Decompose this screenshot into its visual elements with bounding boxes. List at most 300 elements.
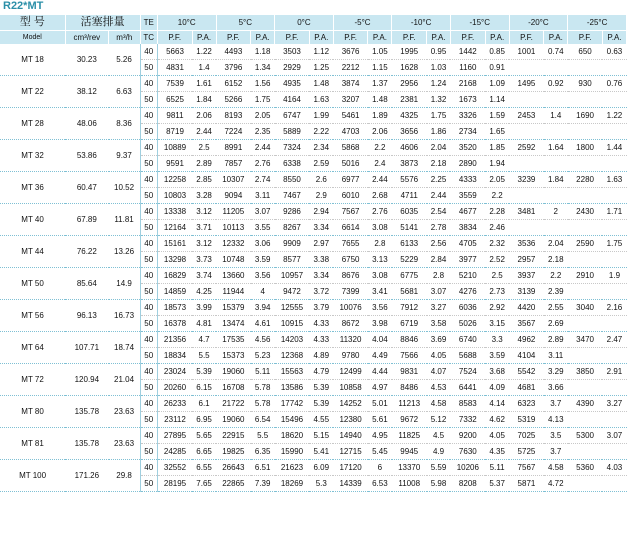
power-input-cell: 3.5: [544, 428, 568, 444]
power-input-cell: 3.28: [192, 188, 216, 204]
cooling-capacity-cell: 26643: [216, 460, 251, 476]
model-cell: MT 64: [0, 332, 65, 364]
power-input-cell: 5.5: [192, 348, 216, 364]
cooling-capacity-cell: 7567: [333, 204, 368, 220]
displacement-hour-cell: 13.26: [109, 236, 140, 268]
cooling-capacity-cell: 3834: [450, 220, 485, 236]
cooling-capacity-cell: 13474: [216, 316, 251, 332]
power-input-cell: 6: [368, 460, 392, 476]
cooling-capacity-cell: 2381: [392, 92, 427, 108]
displacement-rev-cell: 30.23: [65, 44, 108, 76]
cooling-capacity-cell: 2734: [450, 124, 485, 140]
cooling-capacity-cell: 9472: [275, 284, 310, 300]
cooling-capacity-cell: 14252: [333, 396, 368, 412]
cooling-capacity-cell: 8676: [333, 268, 368, 284]
cooling-capacity-cell: 6338: [275, 156, 310, 172]
power-input-cell: 2.89: [192, 156, 216, 172]
power-input-cell: 2.92: [485, 300, 509, 316]
table-row: [0, 44, 627, 60]
table-row: [0, 364, 627, 380]
cooling-capacity-cell: 15990: [275, 444, 310, 460]
power-input-cell: 4.97: [368, 380, 392, 396]
cooling-capacity-cell: 4164: [275, 92, 310, 108]
power-input-cell: 1.65: [485, 124, 509, 140]
cooling-capacity-cell: 6614: [333, 220, 368, 236]
cooling-capacity-cell: 9831: [392, 364, 427, 380]
table-row: [0, 332, 627, 348]
cooling-capacity-cell: 18269: [275, 476, 310, 492]
cooling-capacity-cell: 15496: [275, 412, 310, 428]
power-input-cell: 4.25: [192, 284, 216, 300]
power-input-cell: 2.44: [251, 140, 275, 156]
pf-header: P.F.: [333, 31, 368, 45]
power-input-cell: 2.59: [309, 156, 333, 172]
model-cell: MT 81: [0, 428, 65, 460]
power-input-cell: 2.44: [427, 188, 451, 204]
cooling-capacity-cell: 6750: [333, 252, 368, 268]
cooling-capacity-cell: 650: [568, 44, 603, 60]
power-input-cell: 3.38: [309, 252, 333, 268]
evaporating-temperature-header: -5°C: [333, 15, 392, 31]
displacement-hour-cell: 29.8: [109, 460, 140, 492]
power-input-cell: [602, 252, 626, 268]
cooling-capacity-cell: 15373: [216, 348, 251, 364]
power-input-cell: 1.4: [544, 108, 568, 124]
power-input-cell: 0.76: [602, 76, 626, 92]
power-input-cell: [544, 60, 568, 76]
pf-header: P.F.: [216, 31, 251, 45]
power-input-cell: 4.05: [427, 348, 451, 364]
power-input-cell: [602, 60, 626, 76]
cooling-capacity-cell: 4420: [509, 300, 544, 316]
cooling-capacity-cell: 22915: [216, 428, 251, 444]
power-input-cell: 3.59: [251, 252, 275, 268]
cooling-capacity-cell: 3326: [450, 108, 485, 124]
condensing-temperature-cell: 50: [140, 284, 157, 300]
cooling-capacity-cell: 3874: [333, 76, 368, 92]
power-input-cell: 5.41: [309, 444, 333, 460]
power-input-cell: 1.9: [602, 268, 626, 284]
power-input-cell: 2.47: [602, 332, 626, 348]
power-input-cell: 4.33: [309, 316, 333, 332]
power-input-cell: 4.35: [485, 444, 509, 460]
cooling-capacity-cell: 10915: [275, 316, 310, 332]
power-input-cell: 5.39: [309, 396, 333, 412]
power-input-cell: 1.09: [485, 76, 509, 92]
model-cell: MT 50: [0, 268, 65, 300]
pa-header: P.A.: [485, 31, 509, 45]
power-input-cell: 2.05: [485, 172, 509, 188]
power-input-cell: 4.49: [368, 348, 392, 364]
power-input-cell: 2.25: [427, 172, 451, 188]
power-input-cell: 2.78: [427, 220, 451, 236]
unit-rev-header: cm³/rev: [65, 31, 108, 45]
power-input-cell: 1.32: [427, 92, 451, 108]
power-input-cell: 2.2: [544, 268, 568, 284]
cooling-capacity-cell: 7630: [450, 444, 485, 460]
power-input-cell: 0.85: [485, 44, 509, 60]
model-cell: MT 100: [0, 460, 65, 492]
cooling-capacity-cell: 9286: [275, 204, 310, 220]
power-input-cell: 1.48: [309, 76, 333, 92]
power-input-cell: 1.85: [485, 140, 509, 156]
model-cell: MT 56: [0, 300, 65, 332]
cooling-capacity-cell: 6010: [333, 188, 368, 204]
power-input-cell: 5.45: [368, 444, 392, 460]
cooling-capacity-cell: 2280: [568, 172, 603, 188]
cooling-capacity-cell: 2212: [333, 60, 368, 76]
power-input-cell: [544, 156, 568, 172]
cooling-capacity-cell: 2890: [450, 156, 485, 172]
cooling-capacity-cell: 5016: [333, 156, 368, 172]
condensing-temperature-cell: 40: [140, 140, 157, 156]
power-input-cell: 1.24: [427, 76, 451, 92]
cooling-capacity-cell: 2453: [509, 108, 544, 124]
page-title: R22*MT: [3, 0, 44, 12]
cooling-capacity-cell: 3139: [509, 284, 544, 300]
power-input-cell: 4.72: [544, 476, 568, 492]
cooling-capacity-cell: 10076: [333, 300, 368, 316]
power-input-cell: 2.8: [368, 236, 392, 252]
power-input-cell: 4.03: [602, 460, 626, 476]
power-input-cell: 2.5: [485, 268, 509, 284]
power-input-cell: 2.76: [368, 204, 392, 220]
model-cell: MT 32: [0, 140, 65, 172]
power-input-cell: 4.53: [427, 380, 451, 396]
cooling-capacity-cell: 12258: [157, 172, 192, 188]
pa-header: P.A.: [368, 31, 392, 45]
power-input-cell: 2.2: [368, 140, 392, 156]
cooling-capacity-cell: 3850: [568, 364, 603, 380]
power-input-cell: 0.74: [544, 44, 568, 60]
cooling-capacity-cell: 9200: [450, 428, 485, 444]
pf-header: P.F.: [568, 31, 603, 45]
power-input-cell: 2.69: [544, 316, 568, 332]
cooling-capacity-cell: [568, 188, 603, 204]
power-input-cell: 2.6: [309, 172, 333, 188]
displacement-rev-cell: 67.89: [65, 204, 108, 236]
displacement-rev-cell: 96.13: [65, 300, 108, 332]
cooling-capacity-cell: 13586: [275, 380, 310, 396]
cooling-capacity-cell: 10889: [157, 140, 192, 156]
cooling-capacity-cell: 7324: [275, 140, 310, 156]
cooling-capacity-cell: 21356: [157, 332, 192, 348]
cooling-capacity-cell: [568, 412, 603, 428]
power-input-cell: 2.2: [485, 188, 509, 204]
power-input-cell: 0.91: [485, 60, 509, 76]
power-input-cell: 1.14: [485, 92, 509, 108]
cooling-capacity-cell: 1995: [392, 44, 427, 60]
cooling-capacity-cell: 3040: [568, 300, 603, 316]
cooling-capacity-cell: 5319: [509, 412, 544, 428]
condensing-temperature-cell: 50: [140, 476, 157, 492]
power-input-cell: 3.13: [368, 252, 392, 268]
power-input-cell: 2.44: [368, 172, 392, 188]
displacement-hour-cell: 10.52: [109, 172, 140, 204]
power-input-cell: 2.84: [427, 252, 451, 268]
cooling-capacity-cell: 5681: [392, 284, 427, 300]
power-input-cell: 5.5: [251, 428, 275, 444]
power-input-cell: 1.84: [544, 172, 568, 188]
table-row: [0, 300, 627, 316]
displacement-rev-cell: 53.86: [65, 140, 108, 172]
cooling-capacity-cell: 6133: [392, 236, 427, 252]
power-input-cell: 4.33: [309, 332, 333, 348]
pf-header: P.F.: [509, 31, 544, 45]
cooling-capacity-cell: 1001: [509, 44, 544, 60]
cooling-capacity-cell: 14940: [333, 428, 368, 444]
table-row: [0, 428, 627, 444]
power-input-cell: 1.89: [368, 108, 392, 124]
power-input-cell: 5.65: [192, 428, 216, 444]
power-input-cell: 2.8: [427, 268, 451, 284]
cooling-capacity-cell: 16378: [157, 316, 192, 332]
cooling-capacity-cell: 8550: [275, 172, 310, 188]
power-input-cell: [602, 412, 626, 428]
cooling-capacity-cell: 1442: [450, 44, 485, 60]
power-input-cell: 5.78: [251, 380, 275, 396]
cooling-capacity-cell: 7655: [333, 236, 368, 252]
cooling-capacity-cell: 10307: [216, 172, 251, 188]
cooling-capacity-cell: 3559: [450, 188, 485, 204]
displacement-hour-cell: 5.26: [109, 44, 140, 76]
displacement-hour-cell: 9.37: [109, 140, 140, 172]
cooling-capacity-cell: 6977: [333, 172, 368, 188]
power-input-cell: 1.18: [251, 44, 275, 60]
evaporating-temperature-header: -20°C: [509, 15, 568, 31]
power-input-cell: 4.62: [485, 412, 509, 428]
power-input-cell: 5.01: [368, 396, 392, 412]
power-input-cell: [602, 124, 626, 140]
power-input-cell: 3.7: [544, 396, 568, 412]
power-input-cell: 0.95: [427, 44, 451, 60]
power-input-cell: 2.73: [485, 284, 509, 300]
power-input-cell: 2.94: [309, 204, 333, 220]
cooling-capacity-cell: [568, 380, 603, 396]
cooling-capacity-cell: 18834: [157, 348, 192, 364]
power-input-cell: 3.94: [251, 300, 275, 316]
table-header: [0, 15, 627, 44]
power-input-cell: 2.34: [309, 140, 333, 156]
power-input-cell: 6.35: [251, 444, 275, 460]
power-input-cell: 1.56: [251, 76, 275, 92]
cooling-capacity-cell: 3676: [333, 44, 368, 60]
cooling-capacity-cell: 4703: [333, 124, 368, 140]
power-input-cell: [544, 92, 568, 108]
cooling-capacity-cell: [509, 220, 544, 236]
displacement-hour-cell: 16.73: [109, 300, 140, 332]
power-input-cell: 1.99: [309, 108, 333, 124]
condensing-temperature-cell: 50: [140, 92, 157, 108]
power-input-cell: 2.44: [192, 124, 216, 140]
cooling-capacity-cell: 19060: [216, 364, 251, 380]
power-input-cell: 6.1: [192, 396, 216, 412]
power-input-cell: 3.56: [368, 300, 392, 316]
cooling-capacity-cell: 3207: [333, 92, 368, 108]
cooling-capacity-cell: 5229: [392, 252, 427, 268]
power-input-cell: 2.04: [544, 236, 568, 252]
cooling-capacity-cell: 6323: [509, 396, 544, 412]
cooling-capacity-cell: 8846: [392, 332, 427, 348]
cooling-capacity-cell: 14203: [275, 332, 310, 348]
power-input-cell: 3.11: [544, 348, 568, 364]
cooling-capacity-cell: [568, 284, 603, 300]
cooling-capacity-cell: [568, 220, 603, 236]
power-input-cell: [602, 156, 626, 172]
condensing-temperature-cell: 50: [140, 156, 157, 172]
power-input-cell: 3.79: [309, 300, 333, 316]
power-input-cell: 5.15: [309, 428, 333, 444]
displacement-rev-cell: 48.06: [65, 108, 108, 140]
condensing-temperature-cell: 40: [140, 76, 157, 92]
power-input-cell: 3.66: [544, 380, 568, 396]
cooling-capacity-cell: 1673: [450, 92, 485, 108]
power-input-cell: 4.79: [309, 364, 333, 380]
cooling-capacity-cell: 5266: [216, 92, 251, 108]
displacement-rev-cell: 85.64: [65, 268, 108, 300]
pa-header: P.A.: [427, 31, 451, 45]
cooling-capacity-cell: 4935: [275, 76, 310, 92]
cooling-capacity-cell: 5360: [568, 460, 603, 476]
power-input-cell: 4.05: [485, 428, 509, 444]
power-input-cell: 4.07: [427, 364, 451, 380]
table-row: [0, 236, 627, 252]
table-row: [0, 76, 627, 92]
cooling-capacity-cell: 18573: [157, 300, 192, 316]
power-input-cell: 5.39: [192, 364, 216, 380]
cooling-capacity-cell: [509, 60, 544, 76]
cooling-capacity-cell: [568, 476, 603, 492]
cooling-capacity-cell: 16708: [216, 380, 251, 396]
displacement-hour-cell: 6.63: [109, 76, 140, 108]
cooling-capacity-cell: 3567: [509, 316, 544, 332]
pf-header: P.F.: [275, 31, 310, 45]
cooling-capacity-cell: 8267: [275, 220, 310, 236]
cooling-capacity-cell: 12380: [333, 412, 368, 428]
cooling-capacity-cell: 13370: [392, 460, 427, 476]
power-input-cell: [602, 92, 626, 108]
power-input-cell: [544, 188, 568, 204]
cooling-capacity-cell: 7539: [157, 76, 192, 92]
power-input-cell: 3.06: [251, 236, 275, 252]
power-input-cell: 5.3: [309, 476, 333, 492]
cooling-capacity-cell: 11213: [392, 396, 427, 412]
cooling-capacity-cell: 9945: [392, 444, 427, 460]
power-input-cell: 3.74: [192, 268, 216, 284]
cooling-capacity-cell: 1495: [509, 76, 544, 92]
power-input-cell: 5.59: [427, 460, 451, 476]
model-cell: MT 28: [0, 108, 65, 140]
table-row: [0, 204, 627, 220]
power-input-cell: 2.4: [368, 156, 392, 172]
power-input-cell: 5.23: [251, 348, 275, 364]
power-input-cell: 1.37: [368, 76, 392, 92]
power-input-cell: 1.25: [309, 60, 333, 76]
cooling-capacity-cell: 19060: [216, 412, 251, 428]
power-input-cell: 3.27: [602, 396, 626, 412]
power-input-cell: 3.08: [368, 220, 392, 236]
power-input-cell: 1.15: [368, 60, 392, 76]
cooling-capacity-cell: 1690: [568, 108, 603, 124]
displacement-header: 活塞排量: [65, 15, 140, 31]
power-input-cell: 1.75: [251, 92, 275, 108]
cooling-capacity-cell: 9094: [216, 188, 251, 204]
condensing-temperature-cell: 50: [140, 412, 157, 428]
power-input-cell: 2.97: [309, 236, 333, 252]
power-input-cell: 4: [251, 284, 275, 300]
cooling-capacity-cell: 6036: [450, 300, 485, 316]
displacement-rev-cell: 76.22: [65, 236, 108, 268]
power-input-cell: 2.18: [427, 156, 451, 172]
cooling-capacity-cell: 21623: [275, 460, 310, 476]
cooling-capacity-cell: 8719: [157, 124, 192, 140]
evaporating-temperature-header: -15°C: [450, 15, 509, 31]
cooling-capacity-cell: 10803: [157, 188, 192, 204]
cooling-capacity-cell: 3503: [275, 44, 310, 60]
power-input-cell: 1.61: [192, 76, 216, 92]
cooling-capacity-cell: 5663: [157, 44, 192, 60]
cooling-capacity-cell: [568, 156, 603, 172]
cooling-capacity-cell: 12332: [216, 236, 251, 252]
power-input-cell: 2.28: [485, 204, 509, 220]
power-input-cell: 6.65: [192, 444, 216, 460]
pf-header: P.F.: [392, 31, 427, 45]
power-input-cell: 4.04: [368, 332, 392, 348]
power-input-cell: 1.22: [602, 108, 626, 124]
pa-header: P.A.: [544, 31, 568, 45]
header-row-temperatures: [0, 15, 627, 31]
cooling-capacity-cell: 7224: [216, 124, 251, 140]
pa-header: P.A.: [251, 31, 275, 45]
evaporating-temperature-header: 10°C: [157, 15, 216, 31]
power-input-cell: 3.11: [251, 188, 275, 204]
cooling-capacity-cell: 28195: [157, 476, 192, 492]
condensing-temperature-cell: 40: [140, 44, 157, 60]
power-input-cell: 2.85: [192, 172, 216, 188]
cooling-capacity-cell: 24285: [157, 444, 192, 460]
displacement-rev-cell: 171.26: [65, 460, 108, 492]
cooling-capacity-cell: 5210: [450, 268, 485, 284]
power-input-cell: 3.55: [251, 220, 275, 236]
cooling-capacity-cell: 5576: [392, 172, 427, 188]
power-input-cell: 7.39: [251, 476, 275, 492]
power-input-cell: [602, 476, 626, 492]
cooling-capacity-cell: 5725: [509, 444, 544, 460]
cooling-capacity-cell: 7467: [275, 188, 310, 204]
cooling-capacity-cell: 7857: [216, 156, 251, 172]
cooling-capacity-cell: 8991: [216, 140, 251, 156]
cooling-capacity-cell: 4681: [509, 380, 544, 396]
displacement-hour-cell: 14.9: [109, 268, 140, 300]
cooling-capacity-cell: [568, 124, 603, 140]
model-cell: MT 18: [0, 44, 65, 76]
power-input-cell: 4.09: [485, 380, 509, 396]
power-input-cell: 2.35: [251, 124, 275, 140]
power-input-cell: 3.07: [427, 284, 451, 300]
power-input-cell: 2.46: [485, 220, 509, 236]
cooling-capacity-cell: 4606: [392, 140, 427, 156]
cooling-capacity-cell: 6747: [275, 108, 310, 124]
condensing-temperature-cell: 40: [140, 300, 157, 316]
cooling-capacity-cell: 6740: [450, 332, 485, 348]
cooling-capacity-cell: 17120: [333, 460, 368, 476]
cooling-capacity-cell: 3977: [450, 252, 485, 268]
power-input-cell: 4.9: [427, 444, 451, 460]
cooling-capacity-cell: 7025: [509, 428, 544, 444]
cooling-capacity-cell: 7567: [509, 460, 544, 476]
cooling-capacity-cell: 4711: [392, 188, 427, 204]
power-input-cell: 3.98: [368, 316, 392, 332]
